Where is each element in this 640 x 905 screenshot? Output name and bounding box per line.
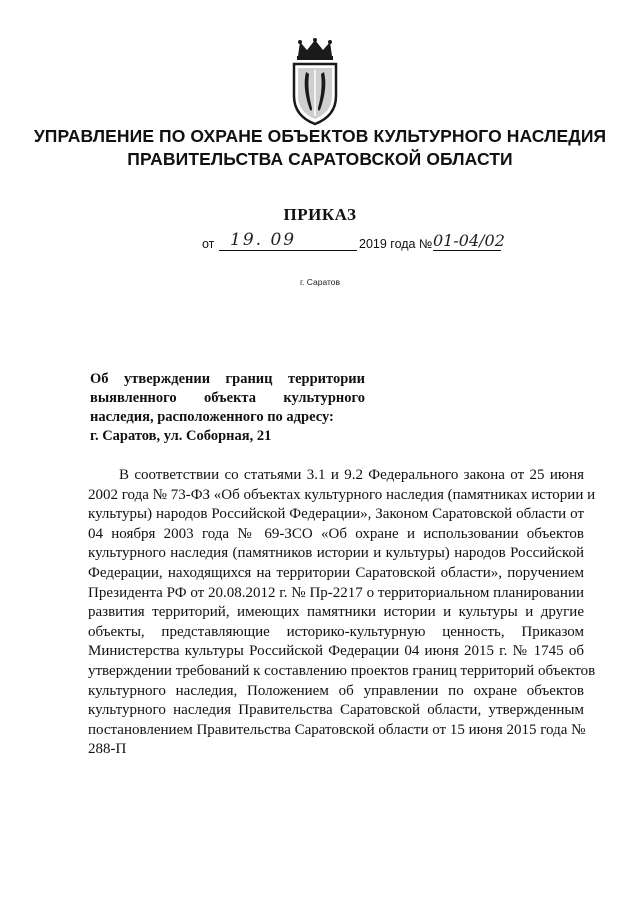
body-line: постановлением Правительства Саратовской области от 15 июня 2015 года № bbox=[88, 721, 586, 738]
body-line: утверждении требований к составлению проектов границ территорий объектов bbox=[88, 662, 596, 679]
body-line: культурного наследия (памятников истории и культуры) народов Российской bbox=[88, 545, 584, 562]
saratov-coat-of-arms-icon bbox=[290, 38, 340, 126]
date-underline bbox=[219, 250, 357, 251]
org-name-line-1: УПРАВЛЕНИЕ ПО ОХРАНЕ ОБЪЕКТОВ КУЛЬТУРНОГО НАСЛЕДИЯ bbox=[33, 126, 607, 146]
order-body-paragraph bbox=[88, 466, 596, 760]
body-line: В соответствии со статьями 3.1 и 9.2 Федерального закона от 25 июня bbox=[119, 467, 584, 483]
date-prefix: от bbox=[202, 237, 215, 251]
handwritten-date: 19. 09 bbox=[230, 230, 297, 250]
body-line: 04 ноября 2003 года № 69-ЗСО «Об охране и использовании объектов bbox=[88, 525, 584, 542]
document-title: ПРИКАЗ bbox=[283, 205, 357, 224]
body-line: культурного наследия Правительства Саратовской области, утвержденным bbox=[88, 702, 584, 719]
number-underline bbox=[433, 250, 501, 251]
body-line: объекты, представляющие историко-культурную ценность, Приказом bbox=[88, 623, 584, 640]
body-line: Министерства культуры Российской Федерации 04 июня 2015 г. № 1745 об bbox=[88, 643, 584, 660]
body-line: культурного наследия, Положением об управлении по охране объектов bbox=[88, 682, 584, 699]
body-line: развития территорий, имеющих памятники истории и культуры и другие bbox=[88, 604, 584, 621]
org-name-line-2: ПРАВИТЕЛЬСТВА САРАТОВСКОЙ ОБЛАСТИ bbox=[127, 149, 513, 169]
year-and-number-label: 2019 года № bbox=[359, 237, 433, 251]
subject-line: выявленного объекта культурного bbox=[90, 390, 365, 406]
order-dateline bbox=[202, 230, 542, 254]
body-line: культуры) народов Российской Федерации», Законом Саратовской области от bbox=[88, 506, 584, 523]
city-label: г. Саратов bbox=[299, 277, 341, 287]
body-line: Федерации, находящихся на территории Саратовской области», поручением bbox=[88, 564, 584, 581]
body-line: 2002 года № 73-ФЗ «Об объектах культурного наследия (памятниках истории и bbox=[88, 486, 596, 503]
body-line: 288-П bbox=[88, 741, 127, 758]
subject-line: наследия, расположенного по адресу: bbox=[90, 409, 334, 425]
handwritten-order-number: 01-04/02 bbox=[433, 231, 505, 250]
subject-line: Об утверждении границ территории bbox=[90, 371, 365, 387]
order-subject bbox=[90, 370, 365, 446]
subject-line: г. Саратов, ул. Соборная, 21 bbox=[90, 428, 272, 444]
body-line: Президента РФ от 20.08.2012 г. № Пр-2217 о территориальном планировании bbox=[88, 584, 584, 601]
